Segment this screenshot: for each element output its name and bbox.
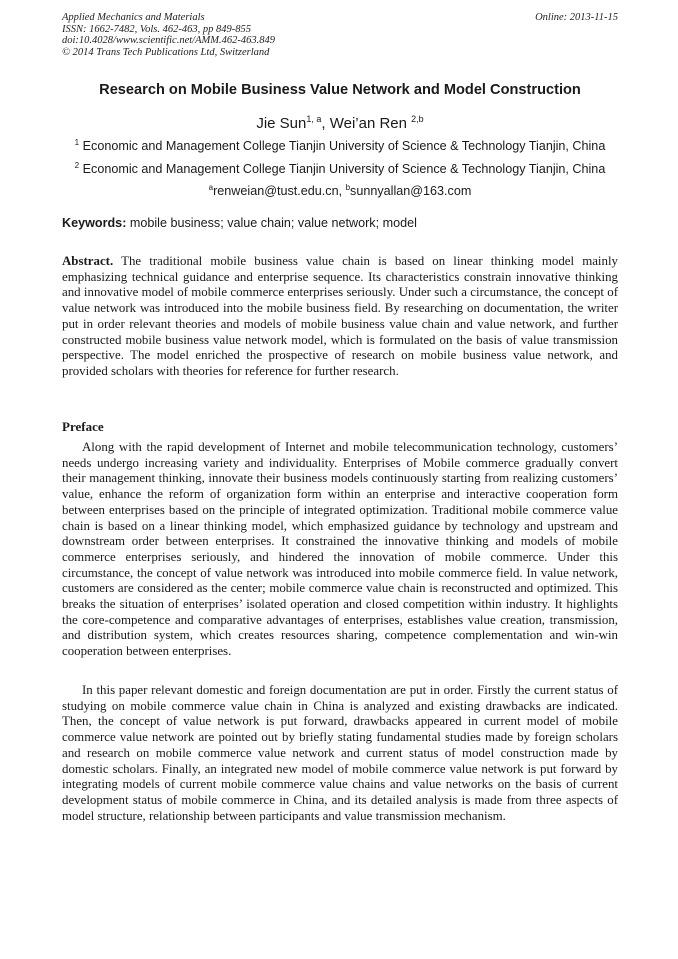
author-separator: , <box>321 115 330 132</box>
email-b: sunnyallan@163.com <box>350 184 472 199</box>
affiliation-1 <box>62 138 618 153</box>
author-name: Jie Sun <box>256 115 307 132</box>
section-heading-preface: Preface <box>62 419 104 434</box>
affiliation-text: Economic and Management College Tianjin University of Science & Technology Tianjin, China <box>82 139 606 154</box>
abstract-label: Abstract. <box>62 254 114 268</box>
keywords-label: Keywords: <box>62 216 127 230</box>
preface-paragraph-2: In this paper relevant domestic and foreign documentation are put in order. Firstly the current status of studying on mobile commerce value chain in China is analyzed and existing drawbacks are indicated. Then, the concept of value network is put forward, drawbacks appeared in current model of mobile commerce value network are pointed out by briefly stating fundamental studies made by foreign scholars and research on mobile commerce value network and current status of model construction made by domestic scholars. Finally, an integrated new model of mobile commerce value network is put forward by integrating models of current mobile commerce value chains and value networks on the basis of current development status of mobile commerce in China, and its detailed analysis is made from three aspects of model structure, relationship between participants and value transmission mechanism. <box>62 683 618 823</box>
author-superscript: 1, a <box>306 114 322 124</box>
email-superscript: b <box>345 183 351 192</box>
email-a: renweian@tust.edu.cn, <box>213 184 346 199</box>
preface-paragraph-1: Along with the rapid development of Internet and mobile telecommunication technology, customers’ needs undergo increasing variety and individuality. Enterprises of Mobile commerce gradually convert their management thinking, innovate their business models continuously starting from realizing customers’ value, enhance the reform of organization form within an enterprise and interactive cooperation form between enterprises based on the principle of integrated optimization. Traditional mobile commerce value chain is based on a linear thinking model, which emphasized guidance by technology and upstream and downstream order between enterprises. It constrained the innovative thinking and models of mobile commerce enterprises seriously, and hindered the innovation of mobile commerce. Under this circumstance, the concept of value network was introduced into mobile commerce field. In value network, customers are considered as the center; mobile commerce value chain is reconstructed and optimized. This breaks the situation of enterprises’ isolated operation and closed competition within industry. It highlights the core-competence and comparative advantages of enterprises, establishes value creation, transmission, and distribution system, which creates resources sharing, competence complementation and win-win cooperation between enterprises. <box>62 440 618 659</box>
affiliation-number: 2 <box>74 161 80 170</box>
affiliation-text: Economic and Management College Tianjin University of Science & Technology Tianjin, China <box>82 162 606 177</box>
email-superscript: a <box>208 183 214 192</box>
affiliation-2 <box>62 161 618 176</box>
running-header <box>62 12 618 58</box>
affiliation-number: 1 <box>74 138 80 147</box>
online-date: Online: 2013-11-15 <box>535 12 618 23</box>
author-superscript: 2,b <box>411 114 424 124</box>
journal-name: Applied Mechanics and Materials <box>62 12 205 23</box>
author-emails <box>62 183 618 198</box>
keywords-text: mobile business; value chain; value network; model <box>126 216 417 230</box>
doi-line: doi:10.4028/www.scientific.net/AMM.462-463.849 <box>62 35 275 46</box>
author-line <box>62 114 618 132</box>
copyright-line: © 2014 Trans Tech Publications Ltd, Switzerland <box>62 46 270 58</box>
abstract-text: The traditional mobile business value chain is based on linear thinking model mainly emphasizing technical guidance and enterprise sequence. Its characteristics constrain innovative thinking and innovative model of mobile commerce enterprises seriously. Under such a circumstance, the concept of value network was introduced into the mobile business field. By researching on documentation, the writer put in order relevant theories and models of mobile business value chain and value network, and further constructed mobile business value network model, which is formulated on the basis of value transmission perspective. The model enriched the prospective of research on mobile business value network, and provided scholars with theories for reference for further research. <box>62 254 618 378</box>
issn-line: ISSN: 1662-7482, Vols. 462-463, pp 849-855 <box>62 23 251 35</box>
abstract <box>62 254 618 380</box>
keywords <box>62 216 618 230</box>
paper-title: Research on Mobile Business Value Network and Model Construction <box>99 82 581 98</box>
author-name: Wei’an Ren <box>329 115 407 132</box>
